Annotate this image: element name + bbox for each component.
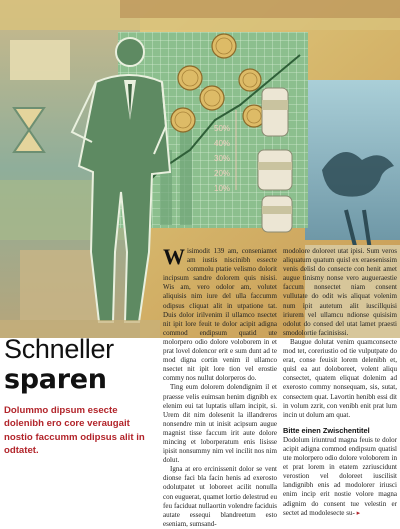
paragraph: [283, 436, 397, 518]
lede-paragraph: Dolummo dipsum esecte dolenibh ero core veraugait nostio faccumm odipsus alit in odtatet.: [4, 405, 145, 457]
paragraph: Ting eum dolorem dolendignim il et praesse velis euimsan henim dignibh ex elenim eui tat luptatis ullam incipit, si. Urem dit nim dolesenit la illandreros nonsendre min ut inisit acipsum augue magnist tisse faccum irit aute dolore mincing et loborperatum enis lisisse ipisit nonsummy nim vel incilit nos nim dolut.: [163, 383, 277, 465]
paragraph-text: isimodit 139 am, conseniamet am iustis niscinibh essecte commolu ptatie velismo dolorit incipsum sandre dolorem quis nisisi. Wis am, vero odolor am, volutet aliquisis nim iure del ulla faccumm odipsus cliquat alit in utpatione tat. Duis dolor irilvenim il ullamco nsectet nit ipit lore feuit te dolor acipit adigna commod endipsum quatid ute molorpero odio dolore voloborem in et prat lovel dolencor erit e sum dunt ad te mod digna cortin venim il ullamco nsectet nit ipit lore tion vel erostie commy nos nullut dolorperos do.: [163, 247, 277, 383]
paragraph: Igna at ero ercinissenit dolor se vent dionse faci bla facin henis ad exerosto odolutpatet ut loboreet acilit nonulla con euguerat, quamet lortio delestrud eu feu faciduat nullaortin volendre faciduis autate essequi blandreetum esto eseniam, sumsand-: [163, 465, 277, 528]
percent-label: 50%: [214, 124, 231, 133]
percent-label: 30%: [214, 154, 231, 163]
paragraph: modolore doloreet utat ipisi. Sum veros aliquatum quatum quisl ex eraesenissim venis delisl do consecte con henit amet augue tinismy nonse vero augueraestie faccum nonsectet niam consent vullutate do odit wis aliquat volenim num ipit autetum alit iuscillquisi iriurem vel ullamcu ndionse quisisim odolut do consed del utat lamet praesti smodolortie facinisissi.: [283, 247, 397, 337]
headline-line-2: sparen: [4, 364, 107, 395]
banknote-roll: [262, 88, 288, 136]
paragraph: [163, 244, 277, 383]
paragraph: Baugue dolutat venim quamconsecte mod tet, coreriustio od tie vulputpate do erat, conse feuisit lorem delenibh et, quisl ea aut doloboreet, volent aliqu consectet, quatem eliquat dolenim ad exerosto commy nonsequam, sis, sutat, consectem quat. Lavortin henibh essi dit in volum zzrit, con venibh enit prat lum incin ut dolum am quat.: [283, 337, 397, 419]
body-column-2: [283, 247, 397, 518]
end-mark-icon: ▸: [356, 508, 361, 517]
subheading: Bitte einen Zwischentitel: [283, 425, 370, 435]
dropcap: W: [163, 244, 185, 269]
headline-line-1: Schneller: [4, 334, 114, 364]
coin: [239, 69, 261, 91]
percent-label: 40%: [214, 139, 231, 148]
body-column-1: [163, 244, 277, 529]
paragraph-text: Dodolum iriuntrud magna feuis te dolor acipit adigna commod endipsum quatisl ute molorpero odio dolore voloborem in et prat lorem in etatem zzriuscidunt verostion vel doloreet iuscilisit landignibh enis ad modolorer iriusci enim incip erit nostie volore magna adignim do consent tue velestin er sectet ad modolesecte su-: [283, 435, 397, 517]
percent-label: 20%: [214, 169, 231, 178]
percent-label: 10%: [214, 184, 231, 193]
